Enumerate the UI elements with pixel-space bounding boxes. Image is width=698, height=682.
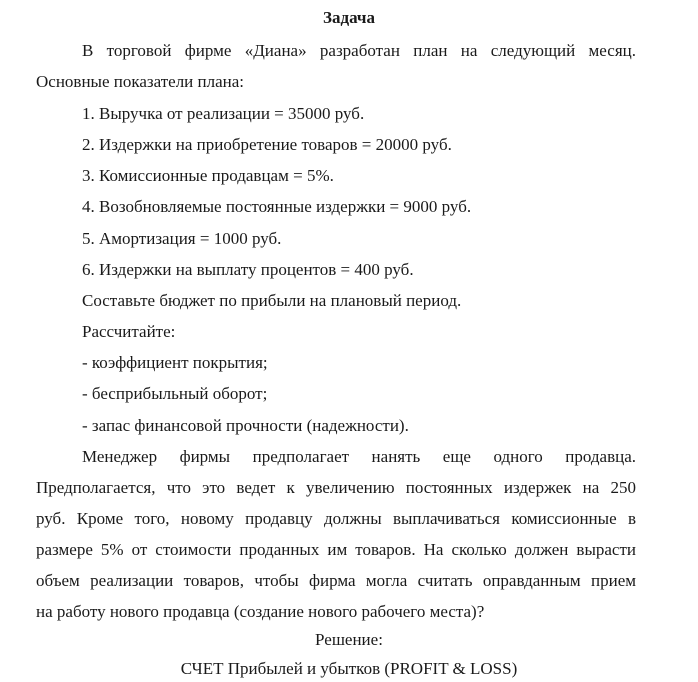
calc-item-3: - запас финансовой прочности (надежности). — [82, 416, 409, 435]
manager-line-4: размере 5% от стоимости проданных им товаров. На сколько должен вырасти — [36, 540, 636, 559]
calc-item-2: - бесприбыльный оборот; — [82, 384, 268, 403]
manager-line-6: на работу нового продавца (создание нового рабочего места)? — [36, 602, 485, 621]
plan-item-1: 1. Выручка от реализации = 35000 руб. — [82, 104, 365, 123]
plan-item-5: 5. Амортизация = 1000 руб. — [82, 229, 282, 248]
manager-line-2: Предполагается, что это ведет к увеличению постоянных издержек на 250 — [36, 478, 636, 497]
manager-line-3: руб. Кроме того, новому продавцу должны выплачиваться комиссионные в — [36, 509, 636, 528]
calc-label: Рассчитайте: — [82, 322, 176, 341]
calc-item-1: - коэффициент покрытия; — [82, 353, 268, 372]
report-title: СЧЕТ Прибылей и убытков (PROFIT & LOSS) — [180, 659, 518, 678]
manager-line-1: Менеджер фирмы предполагает нанять еще одного продавца. — [82, 447, 636, 466]
plan-item-4: 4. Возобновляемые постоянные издержки = 9000 руб. — [82, 197, 472, 216]
plan-item-2: 2. Издержки на приобретение товаров = 20000 руб. — [82, 135, 452, 154]
plan-item-3: 3. Комиссионные продавцам = 5%. — [82, 166, 334, 185]
solution-label: Решение: — [315, 630, 383, 649]
manager-line-5: объем реализации товаров, чтобы фирма могла считать оправданным прием — [36, 571, 636, 590]
page-title: Задача — [323, 8, 375, 27]
plan-item-6: 6. Издержки на выплату процентов = 400 руб. — [82, 260, 414, 279]
intro-line-1: В торговой фирме «Диана» разработан план на следующий месяц. — [82, 41, 636, 60]
intro-line-2: Основные показатели плана: — [36, 72, 245, 91]
task-text: Составьте бюджет по прибыли на плановый период. — [82, 291, 462, 310]
